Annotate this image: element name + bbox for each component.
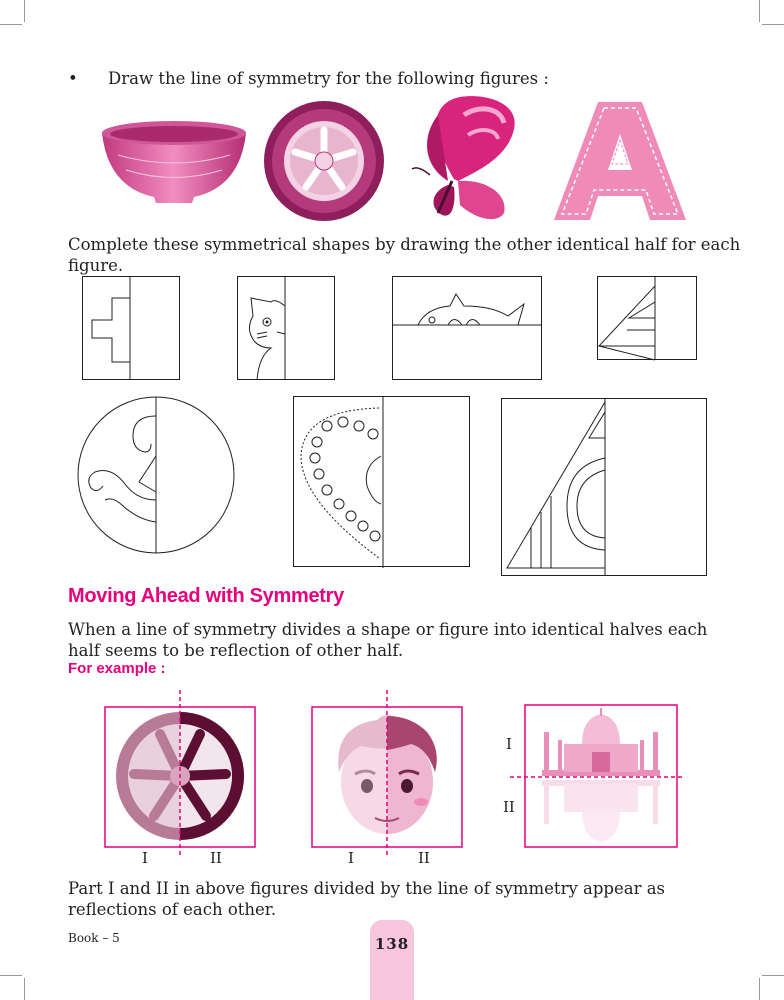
half-figure-t-shape: [82, 276, 180, 380]
section-heading: Moving Ahead with Symmetry: [68, 585, 344, 607]
crop-mark: [759, 978, 760, 1000]
book-label: Book – 5: [68, 931, 120, 945]
example2-label-right: II: [418, 849, 430, 867]
half-figure-fish: [392, 276, 542, 380]
letter-a-icon: [552, 100, 688, 222]
bullet-instruction: Draw the line of symmetry for the following figures :: [108, 69, 549, 88]
conclusion-text: Part I and II in above figures divided by the line of symmetry appear as reflections of each other.: [68, 879, 666, 919]
half-figure-circle-swirls: [77, 396, 235, 554]
tyre-icon: [262, 100, 386, 222]
bowl-icon: [98, 115, 250, 205]
crop-mark: [759, 0, 760, 22]
half-figure-triangles: [597, 276, 697, 360]
example2-label-left: I: [348, 849, 354, 867]
crop-mark: [24, 978, 25, 1000]
example3-label-bottom: II: [503, 798, 515, 816]
wheel-example: [104, 690, 256, 858]
bullet-marker: •: [68, 69, 78, 88]
example1-label-left: I: [142, 849, 148, 867]
half-figure-triangle-arc: [501, 398, 707, 576]
crop-mark: [762, 24, 784, 25]
example-label: For example :: [68, 660, 166, 677]
taj-mahal-icon: [542, 708, 660, 842]
butterfly-icon: [408, 95, 524, 225]
taj-mahal-example: [524, 704, 678, 848]
half-figure-cat: [237, 276, 335, 380]
face-example: [311, 690, 463, 858]
section-paragraph: When a line of symmetry divides a shape or figure into identical halves each half seems to be reflection of other half.: [68, 620, 708, 660]
crop-mark: [24, 0, 25, 22]
crop-mark: [0, 975, 22, 976]
crop-mark: [762, 975, 784, 976]
half-figure-paisley: [293, 396, 471, 568]
example1-label-right: II: [210, 849, 222, 867]
crop-mark: [0, 24, 22, 25]
page-number-tab: [370, 920, 414, 1000]
complete-instruction: Complete these symmetrical shapes by drawing the other identical half for each figure.: [68, 235, 741, 275]
page-number: 138: [374, 935, 410, 953]
example3-label-top: I: [506, 735, 512, 753]
